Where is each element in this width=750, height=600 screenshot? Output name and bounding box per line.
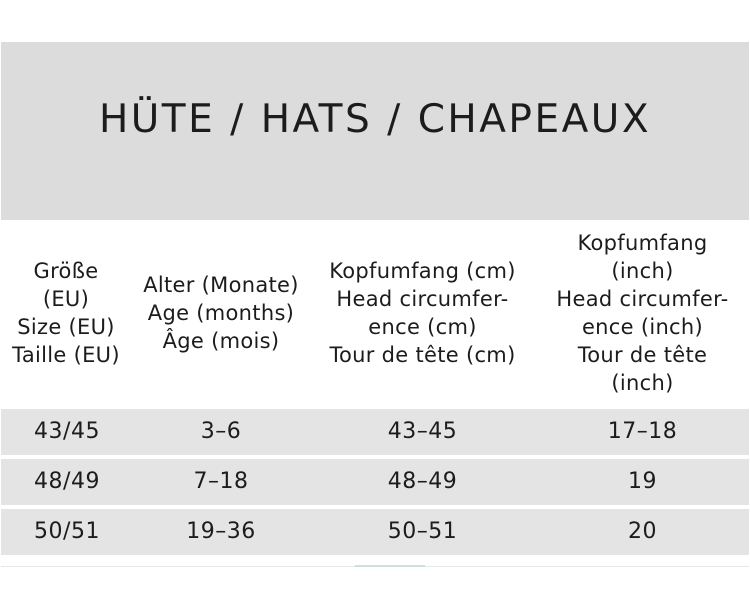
header-size-line: (EU): [42, 287, 90, 311]
cell-head-cm: 50–51: [387, 519, 458, 544]
cell-age: 7–18: [193, 469, 249, 494]
cell-size: 50/51: [34, 519, 100, 544]
table-header-row: [0, 220, 750, 406]
table-row: [1, 459, 749, 505]
header-size-line: Größe: [33, 259, 99, 283]
cell-head-cm: 48–49: [387, 469, 458, 494]
header-size-line: Taille (EU): [12, 343, 120, 367]
cell-head-cm: 43–45: [387, 419, 458, 444]
header-head-inch-line: Tour de tête: [577, 343, 708, 367]
header-head-inch: [535, 220, 750, 406]
header-head-inch-line: ence (inch): [581, 315, 704, 339]
header-head-cm-line: Head circumfer-: [336, 287, 509, 311]
page-title: HÜTE / HATS / CHAPEAUX: [98, 97, 652, 142]
cell-size: 48/49: [34, 469, 100, 494]
divider-accent: [355, 565, 425, 567]
cell-age: 3–6: [200, 419, 242, 444]
cell-head-inch: 20: [628, 519, 657, 544]
cell-size: 43/45: [34, 419, 100, 444]
cell-head-inch: 19: [628, 469, 657, 494]
header-head-inch-line: (inch): [611, 259, 674, 283]
cell-age: 19–36: [186, 519, 256, 544]
header-age-line: Âge (mois): [162, 329, 280, 353]
header-size: [0, 220, 132, 406]
table-row: [1, 409, 749, 455]
header-age-line: Age (months): [147, 301, 295, 325]
header-head-cm: [310, 220, 535, 406]
header-head-cm-line: Tour de tête (cm): [329, 343, 516, 367]
header-head-cm-line: Kopfumfang (cm): [329, 259, 516, 283]
header-head-inch-line: Kopfumfang: [577, 231, 708, 255]
header-head-cm-line: ence (cm): [368, 315, 477, 339]
header-head-inch-line: (inch): [611, 371, 674, 395]
table-row: [1, 509, 749, 555]
header-age: [132, 220, 310, 406]
header-head-inch-line: Head circumfer-: [556, 287, 729, 311]
header-size-line: Size (EU): [17, 315, 115, 339]
header-age-line: Alter (Monate): [143, 273, 299, 297]
cell-head-inch: 17–18: [607, 419, 678, 444]
